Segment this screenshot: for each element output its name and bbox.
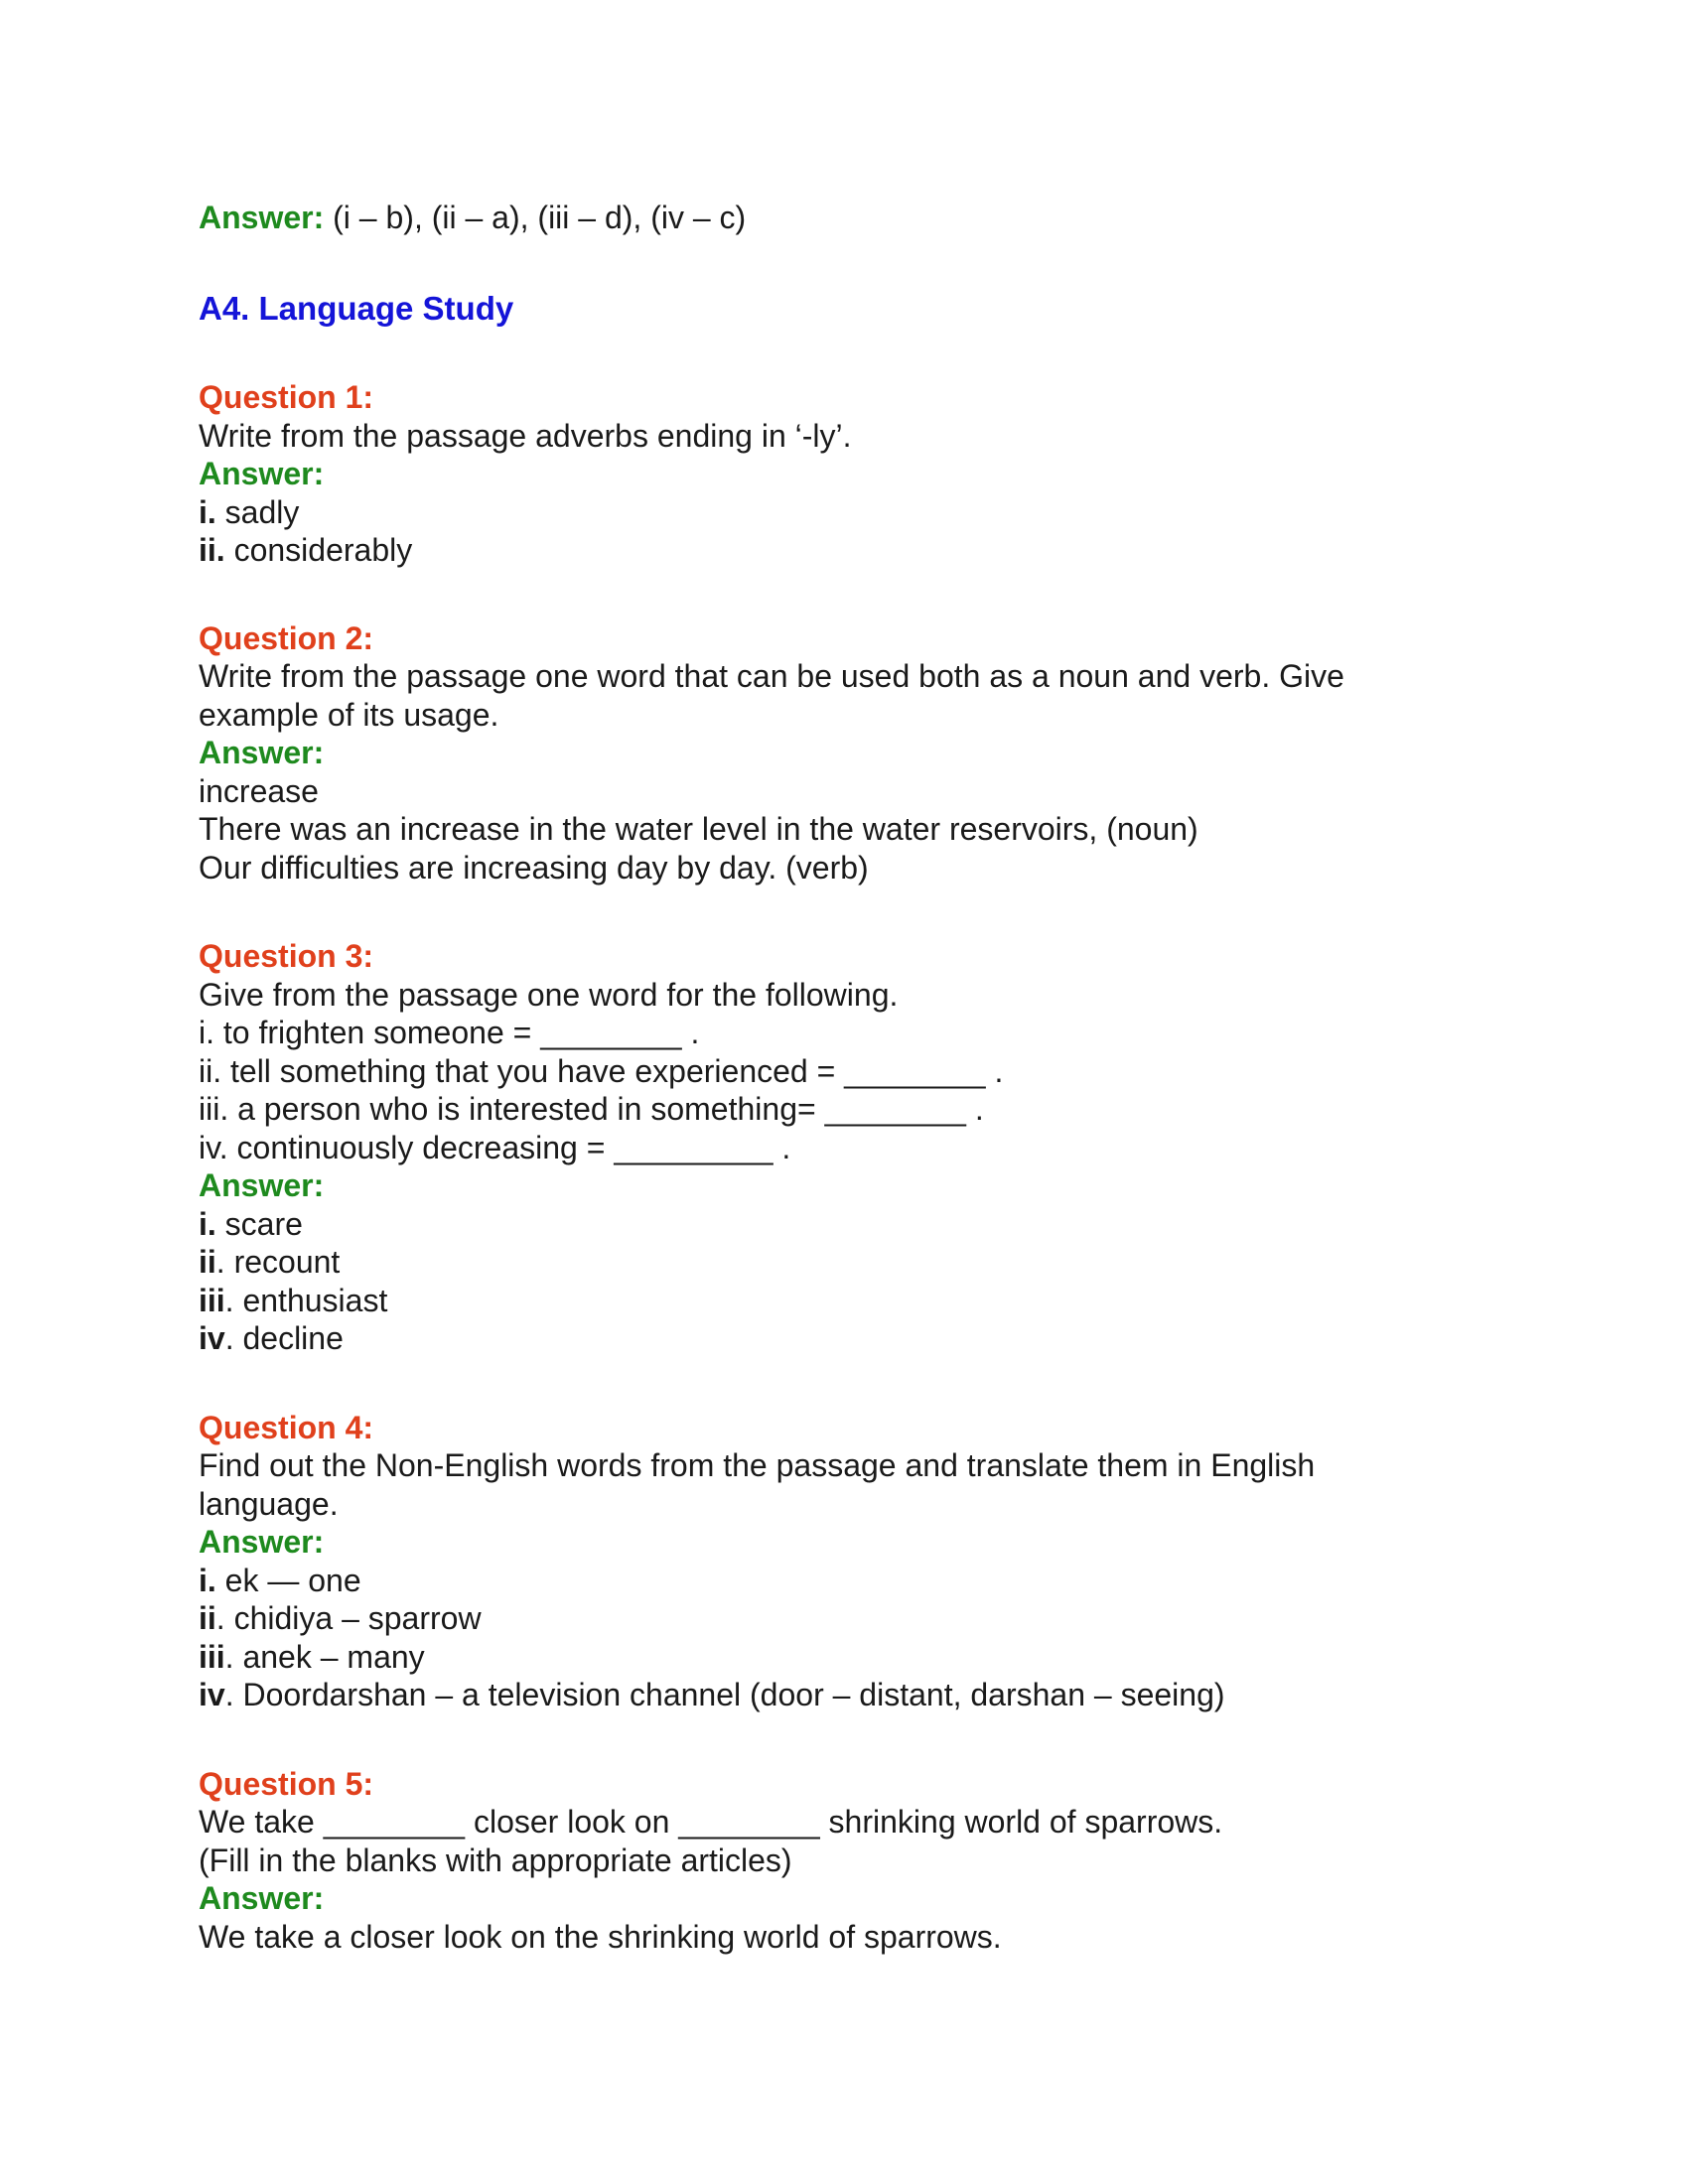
question-item: iv. continuously decreasing = _________ . bbox=[199, 1129, 791, 1165]
answer-line: increase bbox=[199, 772, 319, 809]
question-1-block bbox=[199, 378, 1489, 570]
question-text: Write from the passage one word that can be used both as a noun and verb. Give example of its usage. bbox=[199, 658, 1344, 733]
answer-text: (i – b), (ii – a), (iii – d), (iv – c) bbox=[324, 200, 747, 235]
document-page bbox=[199, 199, 1489, 1956]
answer-label: Answer: bbox=[199, 456, 325, 491]
question-label: Question 5: bbox=[199, 1765, 374, 1802]
answer-item: iv. Doordarshan – a television channel (door – distant, darshan – seeing) bbox=[199, 1677, 1225, 1712]
question-item: i. to frighten someone = ________ . bbox=[199, 1015, 700, 1050]
question-text: Give from the passage one word for the following. bbox=[199, 976, 899, 1013]
answer-item: ii. chidiya – sparrow bbox=[199, 1600, 482, 1636]
answer-label: Answer: bbox=[199, 200, 325, 235]
top-answer bbox=[199, 199, 1489, 237]
answer-label: Answer: bbox=[199, 1524, 325, 1560]
answer-label: Answer: bbox=[199, 1880, 325, 1916]
question-4-block bbox=[199, 1409, 1489, 1714]
question-item: ii. tell something that you have experienced = ________ . bbox=[199, 1052, 1004, 1089]
answer-item: iv. decline bbox=[199, 1320, 344, 1356]
question-text: Write from the passage adverbs ending in ‘-ly’. bbox=[199, 417, 852, 454]
question-5-block bbox=[199, 1765, 1489, 1957]
answer-label: Answer: bbox=[199, 1167, 325, 1203]
question-2-block bbox=[199, 619, 1489, 887]
question-instruction: (Fill in the blanks with appropriate articles) bbox=[199, 1842, 792, 1878]
question-text: We take ________ closer look on ________ shrinking world of sparrows. bbox=[199, 1804, 1223, 1840]
answer-item: i. scare bbox=[199, 1205, 303, 1242]
question-label: Question 4: bbox=[199, 1409, 374, 1445]
question-item: iii. a person who is interested in something= ________ . bbox=[199, 1091, 984, 1127]
question-label: Question 3: bbox=[199, 938, 374, 974]
question-label: Question 1: bbox=[199, 379, 374, 415]
answer-item: i. ek — one bbox=[199, 1562, 361, 1598]
question-label: Question 2: bbox=[199, 619, 374, 656]
answer-item: i. sadly bbox=[199, 493, 300, 530]
answer-item: iii. enthusiast bbox=[199, 1282, 388, 1318]
question-text: Find out the Non-English words from the passage and translate them in English language. bbox=[199, 1447, 1316, 1522]
answer-line: Our difficulties are increasing day by day. (verb) bbox=[199, 849, 869, 886]
section-heading: A4. Language Study bbox=[199, 289, 514, 327]
answer-text: We take a closer look on the shrinking world of sparrows. bbox=[199, 1918, 1002, 1955]
answer-item: ii. recount bbox=[199, 1244, 341, 1280]
answer-item: iii. anek – many bbox=[199, 1638, 425, 1675]
answer-item: ii. considerably bbox=[199, 532, 413, 568]
answer-label: Answer: bbox=[199, 735, 325, 770]
answer-line: There was an increase in the water level in the water reservoirs, (noun) bbox=[199, 811, 1198, 847]
question-3-block bbox=[199, 937, 1489, 1358]
